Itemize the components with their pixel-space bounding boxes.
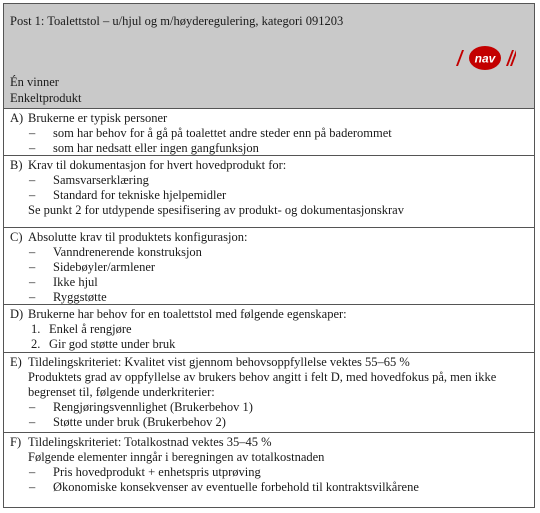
logo-text: nav	[474, 51, 496, 66]
dash-bullet: –	[29, 126, 36, 140]
list-item	[10, 400, 528, 415]
list-item	[10, 465, 528, 480]
list-item	[10, 188, 528, 203]
item-text: Ryggstøtte	[53, 290, 107, 304]
section-letter: D)	[10, 307, 24, 321]
list-item	[10, 290, 528, 305]
item-text: Samsvarserklæring	[53, 173, 149, 187]
item-text: Rengjøringsvennlighet (Brukerbehov 1)	[53, 400, 253, 414]
section-heading: Brukerne er typisk personer	[28, 111, 168, 125]
dash-bullet: –	[29, 173, 36, 187]
item-text: som har nedsatt eller ingen gangfunksjon	[53, 141, 259, 155]
section-heading: Brukerne har behov for en toalettstol med følgende egenskaper:	[28, 307, 347, 321]
dash-bullet: –	[29, 260, 36, 274]
product-type-label: Enkeltprodukt	[10, 91, 82, 105]
item-text: Økonomiske konsekvenser av eventuelle forbehold til kontraktsvilkårene	[53, 480, 419, 494]
section-b	[4, 156, 534, 228]
section-heading: Tildelingskriteriet: Kvalitet vist gjennom behovsoppfyllelse vektes 55–65 %	[28, 355, 410, 369]
list-item	[10, 126, 528, 141]
requirements-table	[3, 3, 535, 508]
section-note: Se punkt 2 for utdypende spesifisering av produkt- og dokumentasjonskrav	[28, 203, 404, 217]
list-item	[10, 141, 528, 156]
list-item	[10, 480, 528, 495]
section-d	[4, 305, 534, 353]
winner-label: Én vinner	[10, 75, 59, 89]
section-letter: F)	[10, 435, 22, 449]
dash-bullet: –	[29, 480, 36, 494]
item-text: Støtte under bruk (Brukerbehov 2)	[53, 415, 226, 429]
post-title: Post 1: Toalettstol – u/hjul og m/høyderegulering, kategori 091203	[10, 14, 344, 28]
item-text: Sidebøyler/armlener	[53, 260, 156, 274]
section-heading: Tildelingskriteriet: Totalkostnad vektes 35–45 %	[28, 435, 272, 449]
item-text: Pris hovedprodukt + enhetspris utprøving	[53, 465, 261, 479]
item-text: Enkel å rengjøre	[49, 322, 132, 336]
dash-bullet: –	[29, 141, 36, 155]
section-a	[4, 109, 534, 156]
dash-bullet: –	[29, 188, 36, 202]
dash-bullet: –	[29, 245, 36, 259]
list-item	[10, 173, 528, 188]
section-e	[4, 353, 534, 433]
section-c	[4, 228, 534, 305]
section-text: begrenset til, følgende underkriterier:	[28, 385, 215, 399]
item-text: Vanndrenerende konstruksjon	[53, 245, 202, 259]
item-text: som har behov for å gå på toalettet andre steder enn på baderommet	[53, 126, 392, 140]
item-text: Gir god støtte under bruk	[49, 337, 176, 351]
dash-bullet: –	[29, 275, 36, 289]
dash-bullet: –	[29, 290, 36, 304]
item-number: 2.	[31, 337, 41, 351]
list-item	[10, 275, 528, 290]
list-item	[10, 260, 528, 275]
section-text: Produktets grad av oppfyllelse av brukers behov angitt i felt D, med hovedfokus på, men ikke	[28, 370, 497, 384]
list-item	[10, 322, 528, 337]
section-letter: C)	[10, 230, 23, 244]
section-f	[4, 433, 534, 507]
dash-bullet: –	[29, 415, 36, 429]
section-letter: B)	[10, 158, 23, 172]
dash-bullet: –	[29, 400, 36, 414]
list-item	[10, 245, 528, 260]
nav-logo	[454, 44, 516, 72]
list-item	[10, 415, 528, 430]
section-heading: Krav til dokumentasjon for hvert hovedprodukt for:	[28, 158, 287, 172]
item-text: Standard for tekniske hjelpemidler	[53, 188, 227, 202]
section-letter: E)	[10, 355, 22, 369]
list-item	[10, 337, 528, 352]
section-text: Følgende elementer inngår i beregningen av totalkostnaden	[28, 450, 325, 464]
item-number: 1.	[31, 322, 41, 336]
item-text: Ikke hjul	[53, 275, 98, 289]
section-letter: A)	[10, 111, 24, 125]
table-header	[4, 4, 534, 109]
section-heading: Absolutte krav til produktets konfigurasjon:	[28, 230, 248, 244]
dash-bullet: –	[29, 465, 36, 479]
